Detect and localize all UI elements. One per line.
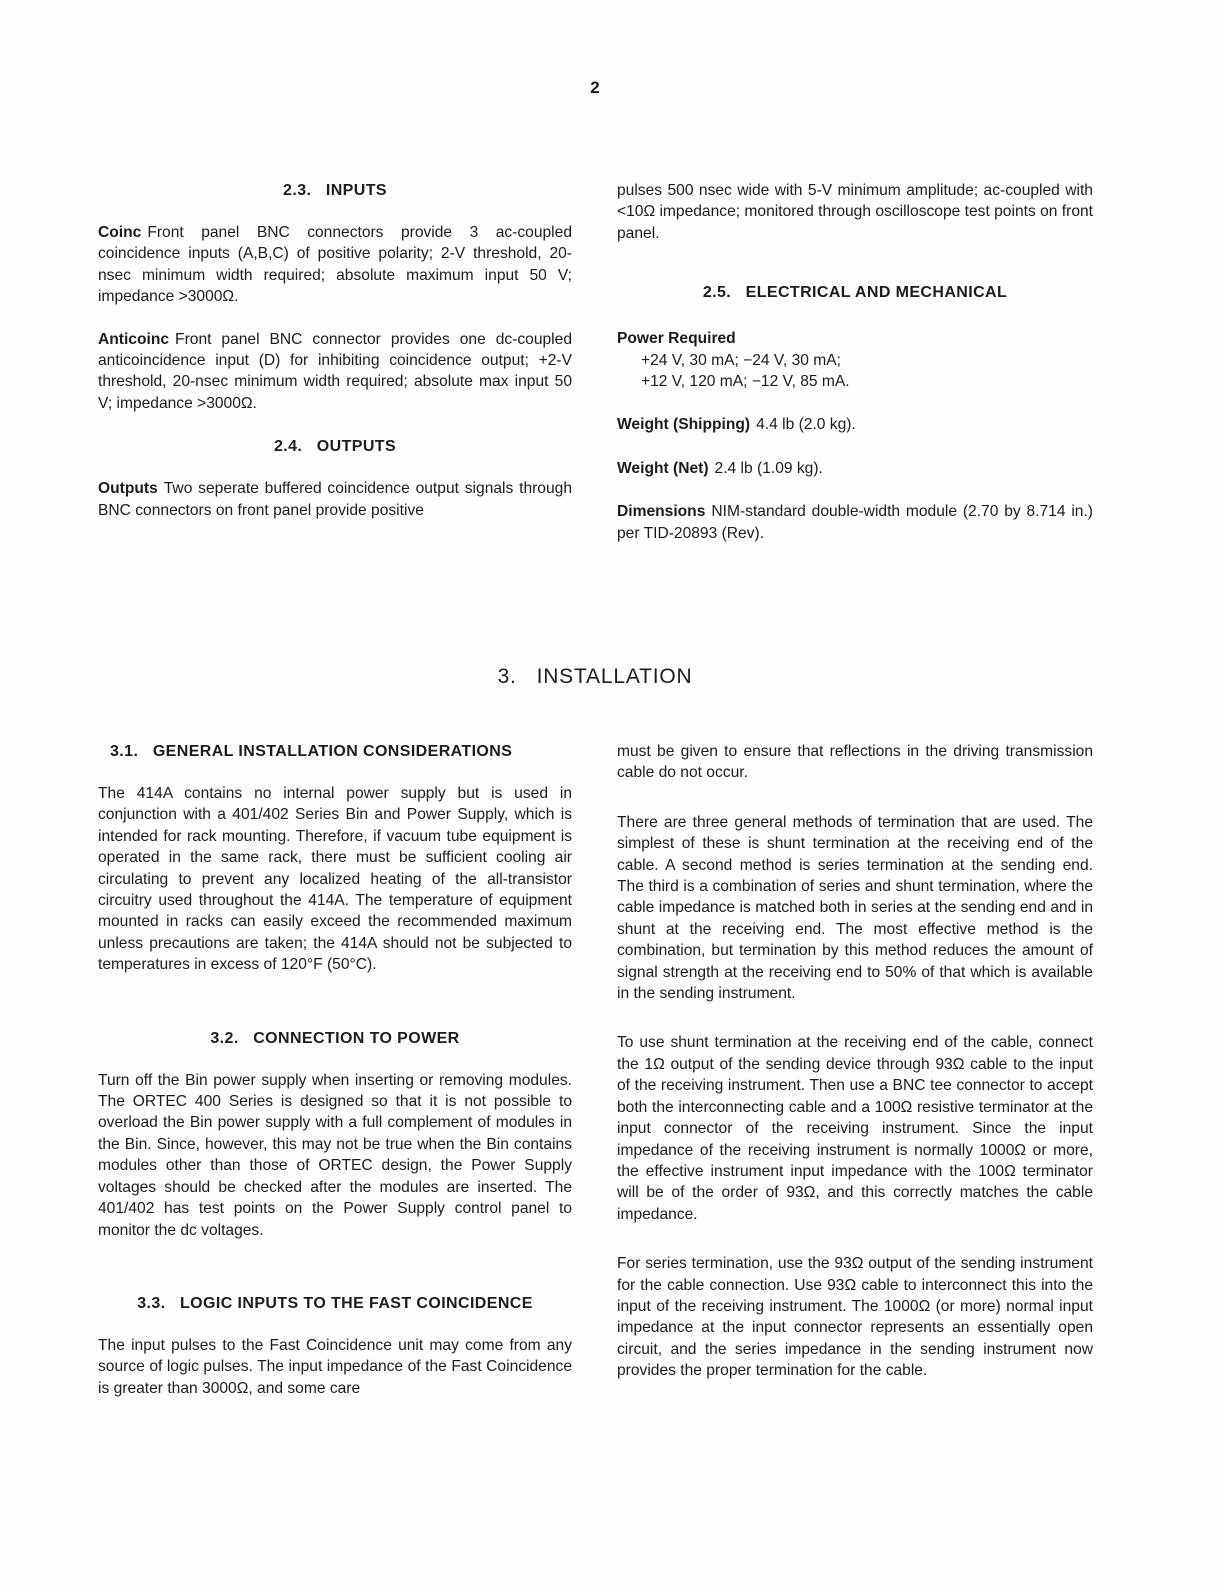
weight-shipping [617, 414, 1093, 435]
general-heading: 3.1. GENERAL INSTALLATION CONSIDERATIONS [110, 743, 513, 760]
weight-net [617, 458, 1093, 479]
installation-heading: 3. INSTALLATION [497, 665, 693, 688]
page-number: 2 [590, 78, 600, 97]
inputs-section [98, 180, 572, 521]
weight-shipping-value: 4.4 lb (2.0 kg). [756, 416, 856, 434]
anticoinc-label: Anticoinc [98, 330, 170, 348]
outputs-text: Two seperate buffered coincidence output signals through BNC connectors on front panel provide positive [98, 480, 572, 519]
power-label: Power Required [617, 330, 736, 348]
electrical-section [617, 180, 1093, 544]
electrical-heading: 2.5. ELECTRICAL AND MECHANICAL [702, 284, 1008, 302]
general-text: The 414A contains no internal power supply but is used in conjunction with a 401/402 Series Bin and Power Supply, which is intended for rack mounting. Therefore, if vacuum tube equipment is operated in the same rack, there must be sufficient cooling air circulating to prevent any localized heating of the all-transistor circuitry used throughout the 414A. The temperature of equipment mounted in racks can easily exceed the recommended maximum unless precautions are taken; the 414A should not be subjected to temperatures in excess of 120°F (50°C). [98, 785, 572, 974]
power-line-1: +24 V, 30 mA; −24 V, 30 mA; [641, 351, 841, 369]
logic-continued: must be given to ensure that reflections in the driving transmission cable do not occur. [617, 743, 1093, 782]
dimensions-label: Dimensions [617, 503, 706, 521]
power-text: Turn off the Bin power supply when inserting or removing modules. The ORTEC 400 Series is designed so that it is not possible to overload the Bin power supply with a full complement of modules in the Bin. Since, however, this may not be true when the Bin contains modules other than those of ORTEC design, the Power Supply voltages should be checked after the modules are inserted. The 401/402 has test points on the Power Supply control panel to monitor the dc voltages. [98, 1071, 572, 1239]
weight-shipping-label: Weight (Shipping) [617, 416, 751, 434]
installation-left [98, 741, 572, 1399]
weight-net-label: Weight (Net) [617, 459, 709, 477]
series-text: For series termination, use the 93Ω output of the sending instrument for the cable connection. Use 93Ω cable to interconnect this into the input of the receiving instrument. The 1000Ω (or more) normal input impedance at the input connector represents an essentially open circuit, and the series impedance in the sending instrument now provides the proper termination for the cable. [617, 1255, 1093, 1380]
anticoinc-text: Front panel BNC connector provides one dc-coupled anticoincidence input (D) for inhibiting coincidence output; +2-V threshold, 20-nsec minimum width required; absolute max input 50 V; impedance >3000Ω. [98, 330, 572, 412]
outputs-continued: pulses 500 nsec wide with 5-V minimum amplitude; ac-coupled with <10Ω impedance; monitored through oscilloscope test points on front panel. [617, 182, 1093, 242]
shunt-text: To use shunt termination at the receiving end of the cable, connect the 1Ω output of the sending device through 93Ω cable to the input of the receiving instrument. Then use a BNC tee connector to accept both the interconnecting cable and a 100Ω resistive terminator at the input connector of the receiving instrument. Since the input impedance of the receiving instrument is normally 1000Ω or more, the effective instrument input impedance with the 100Ω terminator will be of the order of 93Ω, and this correctly matches the cable impedance. [617, 1034, 1093, 1223]
dimensions-value: NIM-standard double-width module (2.70 by 8.714 in.) per TID-20893 (Rev). [617, 503, 1093, 542]
coinc-text: Front panel BNC connectors provide 3 ac-coupled coincidence inputs (A,B,C) of positive polarity; 2-V threshold, 20-nsec minimum width required; absolute maximum input 50 V; impedance >3000Ω. [98, 224, 572, 306]
dimensions [617, 501, 1093, 544]
power-required [617, 328, 1093, 392]
coinc-paragraph [98, 222, 572, 308]
inputs-heading: 2.3. INPUTS [283, 182, 387, 199]
installation-right [617, 741, 1093, 1382]
power-heading: 3.2. CONNECTION TO POWER [210, 1029, 460, 1047]
coinc-label: Coinc [98, 224, 142, 241]
power-line-2: +12 V, 120 mA; −12 V, 85 mA. [641, 373, 850, 391]
weight-net-value: 2.4 lb (1.09 kg). [714, 459, 823, 477]
logic-text: The input pulses to the Fast Coincidence unit may come from any source of logic pulses. The input impedance of the Fast Coincidence is greater than 3000Ω, and some care [98, 1336, 572, 1397]
anticoinc-paragraph [98, 329, 572, 415]
outputs-heading: 2.4. OUTPUTS [273, 438, 397, 456]
outputs-paragraph [98, 478, 572, 521]
outputs-label: Outputs [98, 480, 158, 498]
logic-heading: 3.3. LOGIC INPUTS TO THE FAST COINCIDENCE [137, 1294, 533, 1312]
termination-text: There are three general methods of termination that are used. The simplest of these is shunt termination at the receiving end of the cable. A second method is series termination at the sending end. The third is a combination of series and shunt termination, where the cable impedance is matched both in series at the sending end and in shunt at the receiving end. The most effective method is the combination, but termination by this method reduces the amount of signal strength at the receiving end to 50% of that which is available in the sending instrument. [617, 813, 1093, 1003]
